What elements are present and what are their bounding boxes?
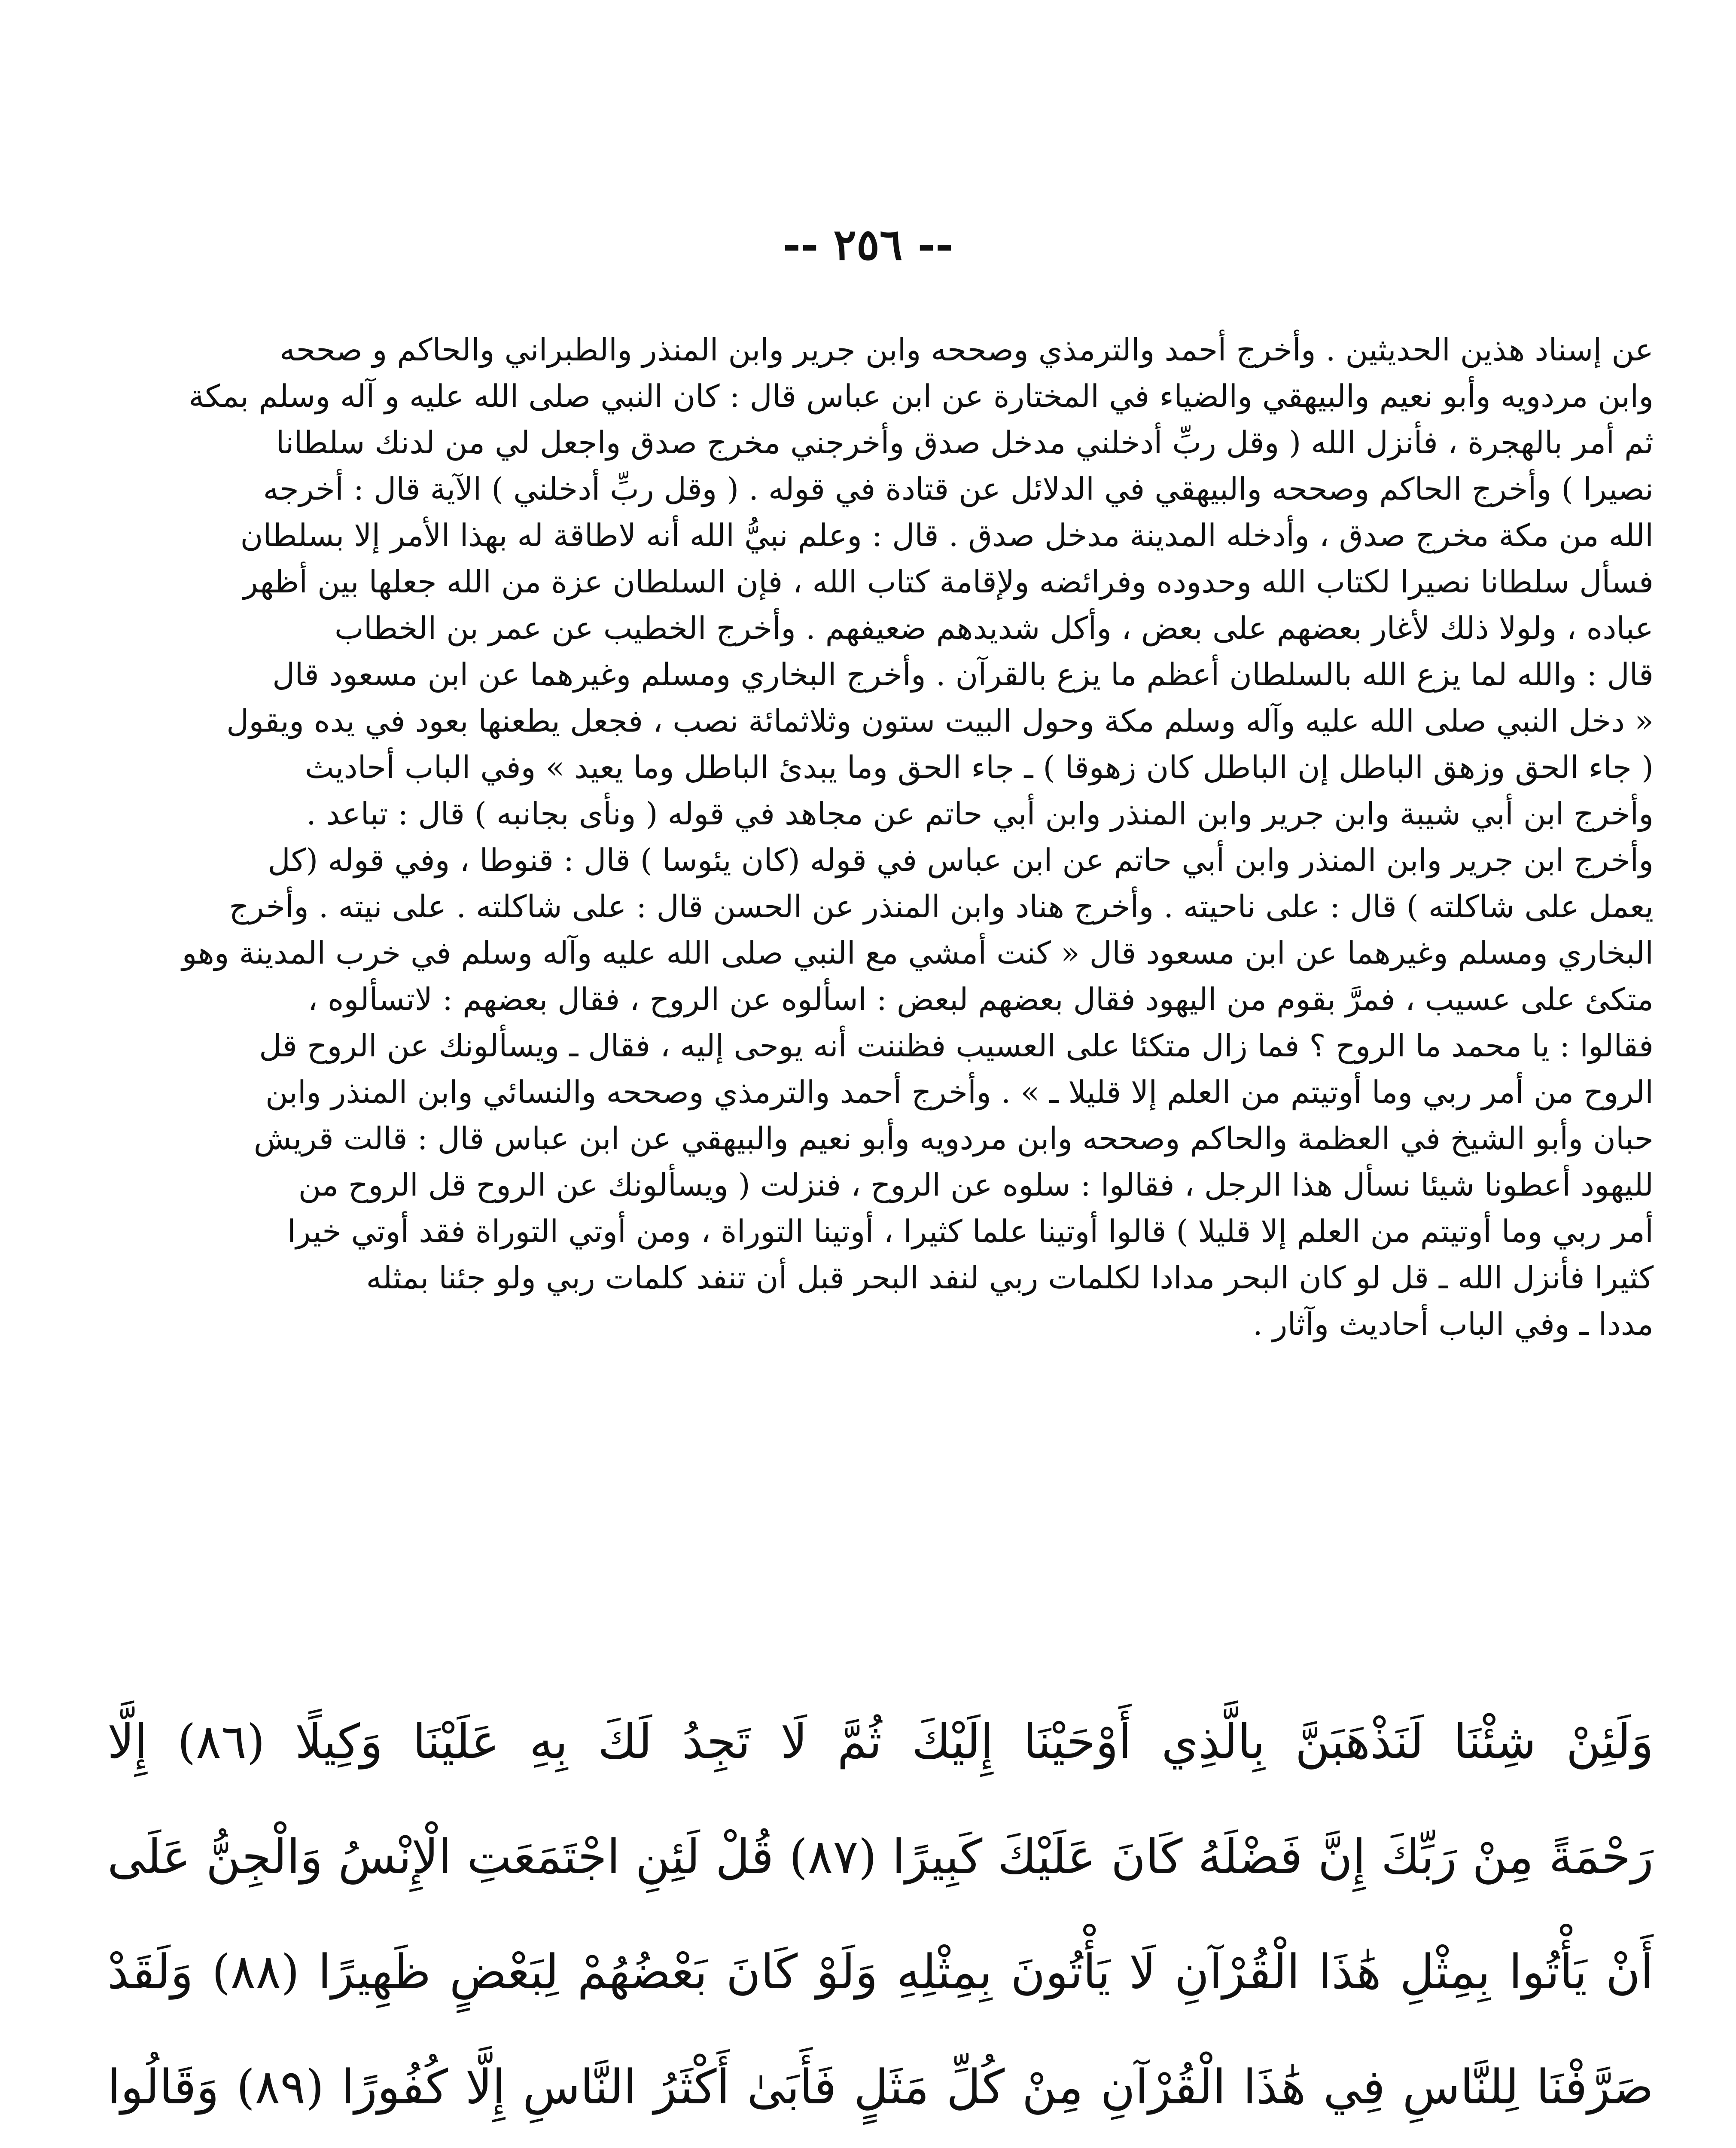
quran-verses-block [107, 1684, 1654, 2148]
commentary-line: ( جاء الحق وزهق الباطل إن الباطل كان زهوقا ) ـ جاء الحق وما يبدئ الباطل وما يعيد » وفي الباب أحاديث [305, 749, 1654, 785]
quran-verse-line: أَنْ يَأْتُوا بِمِثْلِ هَٰذَا الْقُرْآنِ لَا يَأْتُونَ بِمِثْلِهِ وَلَوْ كَانَ بَعْضُهُمْ لِبَعْضٍ ظَهِيرًا (٨٨) وَلَقَدْ [107, 1944, 1654, 1999]
commentary-line: متكئ على عسيب ، فمرَّ بقوم من اليهود فقال بعضهم لبعض : اسألوه عن الروح ، فقال بعضهم : لاتسألوه ، [308, 981, 1654, 1017]
commentary-line: فقالوا : يا محمد ما الروح ؟ فما زال متكئا على العسيب فظننت أنه يوحى إليه ، فقال ـ ويسألونك عن الروح قل [259, 1028, 1654, 1064]
quran-verse-line: وَلَئِنْ شِئْنَا لَنَذْهَبَنَّ بِالَّذِي أَوْحَيْنَا إِلَيْكَ ثُمَّ لَا تَجِدُ لَكَ بِهِ عَلَيْنَا وَكِيلًا (٨٦) إِلَّا [107, 1714, 1654, 1769]
commentary-line: وابن مردويه وأبو نعيم والبيهقي والضياء في المختارة عن ابن عباس قال : كان النبي صلى الله عليه و آله وسلم بمكة [189, 378, 1654, 414]
commentary-line: حبان وأبو الشيخ في العظمة والحاكم وصححه وابن مردويه وأبو نعيم والبيهقي عن ابن عباس قال : قالت قريش [253, 1120, 1654, 1156]
commentary-line: يعمل على شاكلته ) قال : على ناحيته . وأخرج هناد وابن المنذر عن الحسن قال : على شاكلته . على نيته . وأخرج [229, 888, 1654, 924]
commentary-line: وأخرج ابن أبي شيبة وابن جرير وابن المنذر وابن أبي حاتم عن مجاهد في قوله ( ونأى بجانبه ) قال : تباعد . [306, 796, 1654, 832]
commentary-line: مددا ـ وفي الباب أحاديث وآثار . [1252, 1306, 1654, 1342]
commentary-line: نصيرا ) وأخرج الحاكم وصححه والبيهقي في الدلائل عن قتادة في قوله . ( وقل ربِّ أدخلني ) الآية قال : أخرجه [263, 471, 1654, 507]
commentary-line: البخاري ومسلم وغيرهما عن ابن مسعود قال « كنت أمشي مع النبي صلى الله عليه وآله وسلم في خرب المدينة وهو [182, 935, 1654, 971]
commentary-line: عن إسناد هذين الحديثين . وأخرج أحمد والترمذي وصححه وابن جرير وابن المنذر والطبراني والحاكم و صححه [280, 332, 1654, 368]
commentary-line: الروح من أمر ربي وما أوتيتم من العلم إلا قليلا ـ » . وأخرج أحمد والترمذي وصححه والنسائي وابن المنذر وابن [265, 1074, 1654, 1110]
commentary-line: قال : والله لما يزع الله بالسلطان أعظم ما يزع بالقرآن . وأخرج البخاري ومسلم وغيرهما عن ابن مسعود قال [272, 656, 1654, 693]
commentary-text-block [107, 326, 1654, 1347]
commentary-line: وأخرج ابن جرير وابن المنذر وابن أبي حاتم عن ابن عباس في قوله (كان يئوسا ) قال : قنوطا ، وفي قوله (كل [268, 842, 1654, 878]
commentary-line: عباده ، ولولا ذلك لأغار بعضهم على بعض ، وأكل شديدهم ضعيفهم . وأخرج الخطيب عن عمر بن الخطاب [335, 610, 1654, 646]
quran-verse-line: صَرَّفْنَا لِلنَّاسِ فِي هَٰذَا الْقُرْآنِ مِنْ كُلِّ مَثَلٍ فَأَبَىٰ أَكْثَرُ النَّاسِ إِلَّا كُفُورًا (٨٩) وَقَالُوا [107, 2060, 1654, 2114]
commentary-line: فسأل سلطانا نصيرا لكتاب الله وحدوده وفرائضه ولإقامة كتاب الله ، فإن السلطان عزة من الله جعلها بين أظهر [243, 564, 1654, 600]
commentary-line: أمر ربي وما أوتيتم من العلم إلا قليلا ) قالوا أوتينا علما كثيرا ، أوتينا التوراة ، ومن أوتي التوراة فقد أوتي خيرا [287, 1213, 1654, 1249]
quran-verse-line: رَحْمَةً مِنْ رَبِّكَ إِنَّ فَضْلَهُ كَانَ عَلَيْكَ كَبِيرًا (٨٧) قُلْ لَئِنِ اجْتَمَعَتِ الْإِنْسُ وَالْجِنُّ عَلَى [107, 1829, 1654, 1884]
commentary-line: ثم أمر بالهجرة ، فأنزل الله ( وقل ربِّ أدخلني مدخل صدق وأخرجني مخرج صدق واجعل لي من لدنك سلطانا [276, 424, 1654, 461]
commentary-line: كثيرا فأنزل الله ـ قل لو كان البحر مدادا لكلمات ربي لنفد البحر قبل أن تنفد كلمات ربي ولو جئنا بمثله [366, 1260, 1654, 1296]
commentary-line: الله من مكة مخرج صدق ، وأدخله المدينة مدخل صدق . قال : وعلم نبيُّ الله أنه لاطاقة له بهذا الأمر إلا بسلطان [240, 517, 1654, 553]
page-number: -- ٢٥٦ -- [783, 219, 953, 270]
commentary-line: لليهود أعطونا شيئا نسأل هذا الرجل ، فقالوا : سلوه عن الروح ، فنزلت ( ويسألونك عن الروح قل الروح من [298, 1167, 1654, 1203]
commentary-line: « دخل النبي صلى الله عليه وآله وسلم مكة وحول البيت ستون وثلاثمائة نصب ، فجعل يطعنها بعود في يده ويقول [226, 703, 1654, 739]
